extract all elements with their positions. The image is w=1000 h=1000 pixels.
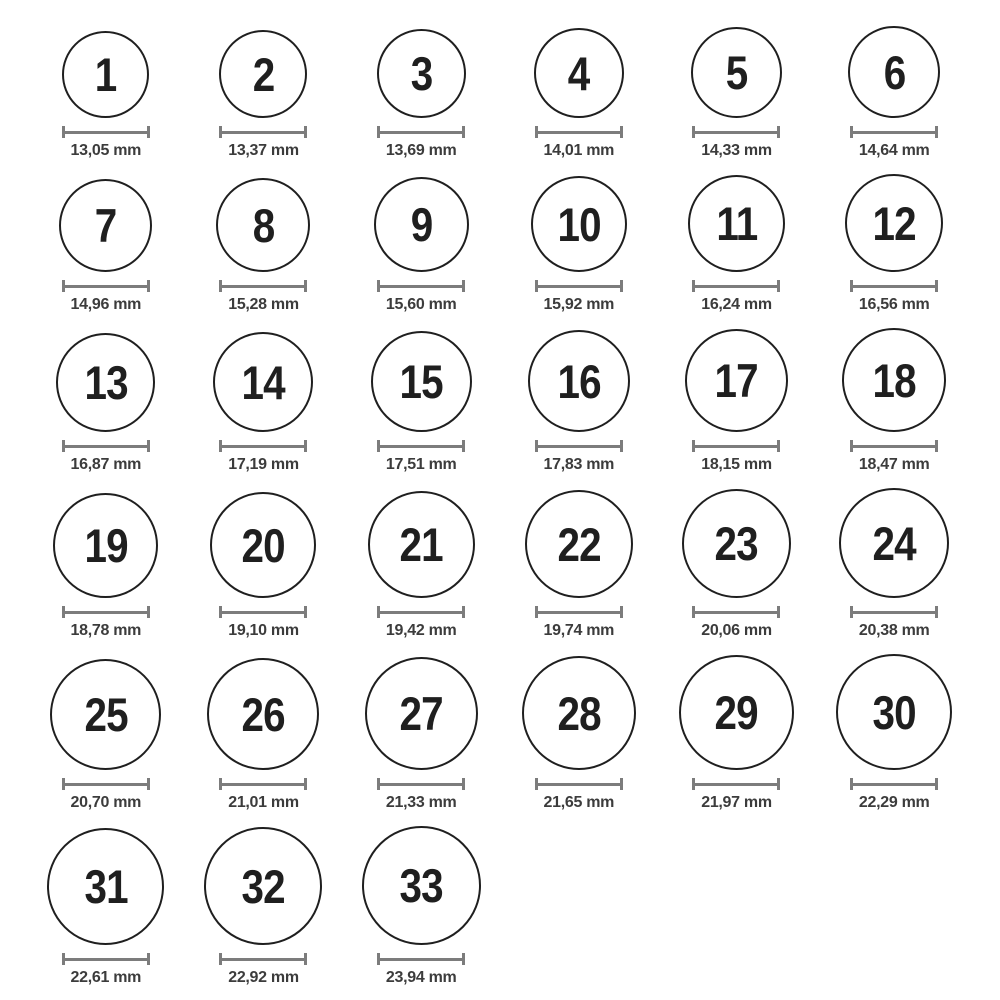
measure-line xyxy=(222,783,304,786)
diameter-measure-bar xyxy=(62,778,150,790)
diameter-measure-bar xyxy=(377,126,465,138)
ring-circle xyxy=(219,30,307,118)
ring-circle xyxy=(691,27,782,118)
diameter-measure-bar xyxy=(219,440,307,452)
ring-circle xyxy=(56,333,155,432)
ring-circle xyxy=(213,332,313,432)
diameter-measure-bar xyxy=(62,606,150,618)
ring-size-item xyxy=(342,328,500,474)
diameter-measure-bar xyxy=(377,953,465,965)
ring-size-item xyxy=(658,488,816,640)
ring-size-item xyxy=(185,26,343,160)
ring-circle xyxy=(365,657,478,770)
ring-size-item xyxy=(27,826,185,987)
measure-line xyxy=(695,783,777,786)
ring-circle xyxy=(842,328,946,432)
diameter-measure-bar xyxy=(219,280,307,292)
measure-tick-right xyxy=(777,440,780,452)
diameter-label: 15,92 mm xyxy=(543,296,615,313)
ring-circle xyxy=(688,175,785,272)
diameter-label: 23,94 mm xyxy=(385,969,457,986)
diameter-measure-bar xyxy=(850,126,938,138)
ring-circle xyxy=(50,659,161,770)
ring-size-item xyxy=(658,654,816,812)
measure-line xyxy=(380,958,462,961)
ring-size-number: 3 xyxy=(410,47,432,100)
diameter-label: 22,92 mm xyxy=(228,969,299,986)
ring-circle xyxy=(528,330,630,432)
measure-line xyxy=(695,611,777,614)
diameter-measure-bar xyxy=(535,606,623,618)
ring-size-number: 13 xyxy=(84,356,128,409)
measure-line xyxy=(65,958,147,961)
ring-circle xyxy=(525,490,633,598)
diameter-measure-bar xyxy=(219,778,307,790)
ring-circle xyxy=(845,174,943,272)
measure-line xyxy=(853,611,935,614)
ring-size-number: 31 xyxy=(84,860,128,913)
measure-line xyxy=(380,131,462,134)
diameter-measure-bar xyxy=(850,440,938,452)
ring-size-number: 5 xyxy=(725,46,748,99)
measure-line xyxy=(65,611,147,614)
ring-size-number: 18 xyxy=(872,353,916,407)
diameter-measure-bar xyxy=(377,778,465,790)
measure-tick-right xyxy=(462,778,465,790)
ring-circle xyxy=(374,177,469,272)
measure-line xyxy=(65,445,147,448)
diameter-label: 21,01 mm xyxy=(228,794,299,811)
measure-tick-right xyxy=(777,778,780,790)
ring-circle xyxy=(848,26,940,118)
measure-tick-right xyxy=(147,606,150,618)
measure-tick-right xyxy=(147,280,150,292)
ring-size-item xyxy=(815,174,973,314)
diameter-label: 22,29 mm xyxy=(858,794,930,811)
measure-tick-right xyxy=(620,126,623,138)
ring-size-item xyxy=(185,328,343,474)
diameter-label: 19,74 mm xyxy=(543,622,615,639)
measure-line xyxy=(380,445,462,448)
ring-size-number: 32 xyxy=(241,859,286,913)
measure-tick-right xyxy=(777,126,780,138)
measure-line xyxy=(222,445,304,448)
measure-line xyxy=(222,611,304,614)
diameter-label: 17,19 mm xyxy=(228,456,299,473)
ring-circle xyxy=(59,179,152,272)
ring-size-item xyxy=(342,654,500,812)
diameter-measure-bar xyxy=(62,126,150,138)
diameter-measure-bar xyxy=(535,440,623,452)
diameter-measure-bar xyxy=(850,280,938,292)
ring-size-item xyxy=(500,488,658,640)
diameter-label: 18,15 mm xyxy=(701,456,772,473)
ring-circle xyxy=(62,31,149,118)
ring-size-number: 8 xyxy=(252,198,275,252)
measure-tick-right xyxy=(147,778,150,790)
ring-circle xyxy=(534,28,624,118)
diameter-measure-bar xyxy=(692,778,780,790)
measure-line xyxy=(380,611,462,614)
diameter-label: 13,69 mm xyxy=(385,142,457,159)
measure-tick-right xyxy=(147,440,150,452)
ring-circle xyxy=(368,491,475,598)
diameter-measure-bar xyxy=(219,126,307,138)
measure-tick-right xyxy=(147,953,150,965)
ring-size-item xyxy=(815,488,973,640)
ring-circle xyxy=(216,178,310,272)
ring-circle xyxy=(207,658,319,770)
ring-circle xyxy=(362,826,481,945)
ring-size-number: 22 xyxy=(557,517,601,571)
ring-size-item xyxy=(658,328,816,474)
diameter-measure-bar xyxy=(692,606,780,618)
ring-size-number: 10 xyxy=(557,197,601,251)
diameter-label: 21,33 mm xyxy=(385,794,457,811)
ring-size-number: 1 xyxy=(95,48,117,101)
measure-line xyxy=(853,783,935,786)
ring-circle xyxy=(47,828,164,945)
measure-tick-right xyxy=(304,606,307,618)
measure-line xyxy=(222,131,304,134)
diameter-measure-bar xyxy=(62,953,150,965)
ring-circle xyxy=(836,654,952,770)
ring-size-item xyxy=(342,826,500,987)
measure-line xyxy=(65,285,147,288)
measure-tick-right xyxy=(777,606,780,618)
measure-tick-right xyxy=(935,606,938,618)
ring-size-item xyxy=(658,26,816,160)
diameter-measure-bar xyxy=(62,280,150,292)
ring-size-number: 21 xyxy=(399,518,443,571)
diameter-label: 21,97 mm xyxy=(701,794,772,811)
ring-size-number: 2 xyxy=(252,47,275,101)
diameter-measure-bar xyxy=(535,280,623,292)
measure-tick-right xyxy=(935,440,938,452)
diameter-label: 14,64 mm xyxy=(858,142,930,159)
diameter-measure-bar xyxy=(850,778,938,790)
measure-line xyxy=(222,958,304,961)
measure-line xyxy=(538,445,620,448)
measure-tick-right xyxy=(462,606,465,618)
ring-circle xyxy=(679,655,794,770)
ring-size-item xyxy=(27,174,185,314)
diameter-label: 15,60 mm xyxy=(385,296,457,313)
measure-tick-right xyxy=(935,778,938,790)
measure-tick-right xyxy=(935,280,938,292)
diameter-label: 16,87 mm xyxy=(70,456,142,473)
measure-line xyxy=(65,783,147,786)
measure-tick-right xyxy=(462,953,465,965)
ring-size-number: 26 xyxy=(241,687,286,741)
ring-size-number: 24 xyxy=(872,516,916,570)
diameter-label: 20,06 mm xyxy=(701,622,772,639)
measure-line xyxy=(538,783,620,786)
ring-size-number: 4 xyxy=(568,46,590,100)
ring-size-number: 27 xyxy=(399,687,443,740)
ring-circle xyxy=(371,331,472,432)
measure-line xyxy=(695,131,777,134)
ring-size-number: 11 xyxy=(715,197,757,250)
diameter-label: 14,33 mm xyxy=(701,142,772,159)
ring-size-item xyxy=(27,26,185,160)
ring-size-number: 12 xyxy=(872,196,916,250)
ring-size-number: 15 xyxy=(399,355,443,408)
diameter-label: 18,78 mm xyxy=(70,622,142,639)
ring-size-item xyxy=(185,826,343,987)
diameter-measure-bar xyxy=(219,953,307,965)
measure-tick-right xyxy=(304,126,307,138)
measure-line xyxy=(380,783,462,786)
measure-tick-right xyxy=(462,440,465,452)
diameter-measure-bar xyxy=(377,280,465,292)
measure-tick-right xyxy=(620,440,623,452)
diameter-measure-bar xyxy=(535,126,623,138)
diameter-label: 14,96 mm xyxy=(70,296,142,313)
diameter-label: 21,65 mm xyxy=(543,794,615,811)
ring-size-number: 30 xyxy=(872,685,916,739)
measure-line xyxy=(853,285,935,288)
measure-line xyxy=(695,445,777,448)
measure-tick-right xyxy=(462,126,465,138)
ring-circle xyxy=(210,492,316,598)
measure-line xyxy=(853,131,935,134)
diameter-measure-bar xyxy=(850,606,938,618)
diameter-measure-bar xyxy=(62,440,150,452)
measure-tick-right xyxy=(304,280,307,292)
ring-size-number: 29 xyxy=(714,686,759,739)
measure-tick-right xyxy=(777,280,780,292)
ring-circle xyxy=(53,493,158,598)
measure-tick-right xyxy=(304,778,307,790)
diameter-label: 18,47 mm xyxy=(858,456,930,473)
ring-size-item xyxy=(500,654,658,812)
ring-size-item xyxy=(185,174,343,314)
diameter-label: 22,61 mm xyxy=(70,969,142,986)
ring-size-number: 25 xyxy=(84,688,128,741)
diameter-label: 15,28 mm xyxy=(228,296,299,313)
diameter-label: 13,37 mm xyxy=(228,142,299,159)
measure-line xyxy=(538,131,620,134)
diameter-measure-bar xyxy=(692,440,780,452)
ring-circle xyxy=(682,489,791,598)
ring-size-item xyxy=(185,488,343,640)
diameter-measure-bar xyxy=(692,280,780,292)
ring-size-number: 7 xyxy=(95,199,117,252)
measure-tick-right xyxy=(620,778,623,790)
ring-size-number: 6 xyxy=(883,45,905,99)
measure-line xyxy=(853,445,935,448)
ring-size-number: 17 xyxy=(714,354,759,407)
diameter-measure-bar xyxy=(219,606,307,618)
diameter-label: 20,70 mm xyxy=(70,794,142,811)
measure-tick-right xyxy=(147,126,150,138)
ring-size-number: 28 xyxy=(557,686,601,740)
ring-size-item xyxy=(27,488,185,640)
ring-size-item xyxy=(27,654,185,812)
ring-size-number: 19 xyxy=(84,519,128,572)
diameter-label: 19,10 mm xyxy=(228,622,299,639)
measure-tick-right xyxy=(935,126,938,138)
measure-line xyxy=(65,131,147,134)
measure-line xyxy=(380,285,462,288)
ring-size-item xyxy=(342,488,500,640)
ring-size-number: 16 xyxy=(557,354,601,408)
diameter-measure-bar xyxy=(535,778,623,790)
ring-size-number: 20 xyxy=(241,518,286,572)
ring-circle xyxy=(839,488,949,598)
diameter-measure-bar xyxy=(377,440,465,452)
diameter-measure-bar xyxy=(692,126,780,138)
measure-tick-right xyxy=(304,440,307,452)
measure-line xyxy=(222,285,304,288)
diameter-label: 16,24 mm xyxy=(701,296,772,313)
ring-circle xyxy=(522,656,636,770)
measure-line xyxy=(538,285,620,288)
diameter-label: 20,38 mm xyxy=(858,622,930,639)
measure-line xyxy=(538,611,620,614)
ring-size-item xyxy=(342,26,500,160)
diameter-label: 14,01 mm xyxy=(543,142,615,159)
ring-circle xyxy=(377,29,466,118)
ring-size-item xyxy=(815,328,973,474)
diameter-measure-bar xyxy=(377,606,465,618)
ring-size-item xyxy=(185,654,343,812)
ring-size-item xyxy=(815,654,973,812)
measure-line xyxy=(695,285,777,288)
ring-size-item xyxy=(342,174,500,314)
ring-circle xyxy=(204,827,322,945)
measure-tick-right xyxy=(462,280,465,292)
ring-size-number: 14 xyxy=(241,355,286,409)
ring-circle xyxy=(531,176,627,272)
ring-size-number: 23 xyxy=(714,517,759,570)
ring-size-item xyxy=(658,174,816,314)
diameter-label: 17,83 mm xyxy=(543,456,615,473)
ring-size-item xyxy=(500,328,658,474)
ring-size-item xyxy=(815,26,973,160)
diameter-label: 19,42 mm xyxy=(385,622,457,639)
measure-tick-right xyxy=(620,606,623,618)
ring-size-item xyxy=(500,26,658,160)
ring-size-number: 9 xyxy=(410,198,432,251)
diameter-label: 13,05 mm xyxy=(70,142,142,159)
ring-circle xyxy=(685,329,788,432)
measure-tick-right xyxy=(620,280,623,292)
ring-size-item xyxy=(27,328,185,474)
diameter-label: 16,56 mm xyxy=(858,296,930,313)
ring-size-item xyxy=(500,174,658,314)
diameter-label: 17,51 mm xyxy=(385,456,457,473)
ring-size-number: 33 xyxy=(399,859,443,912)
measure-tick-right xyxy=(304,953,307,965)
